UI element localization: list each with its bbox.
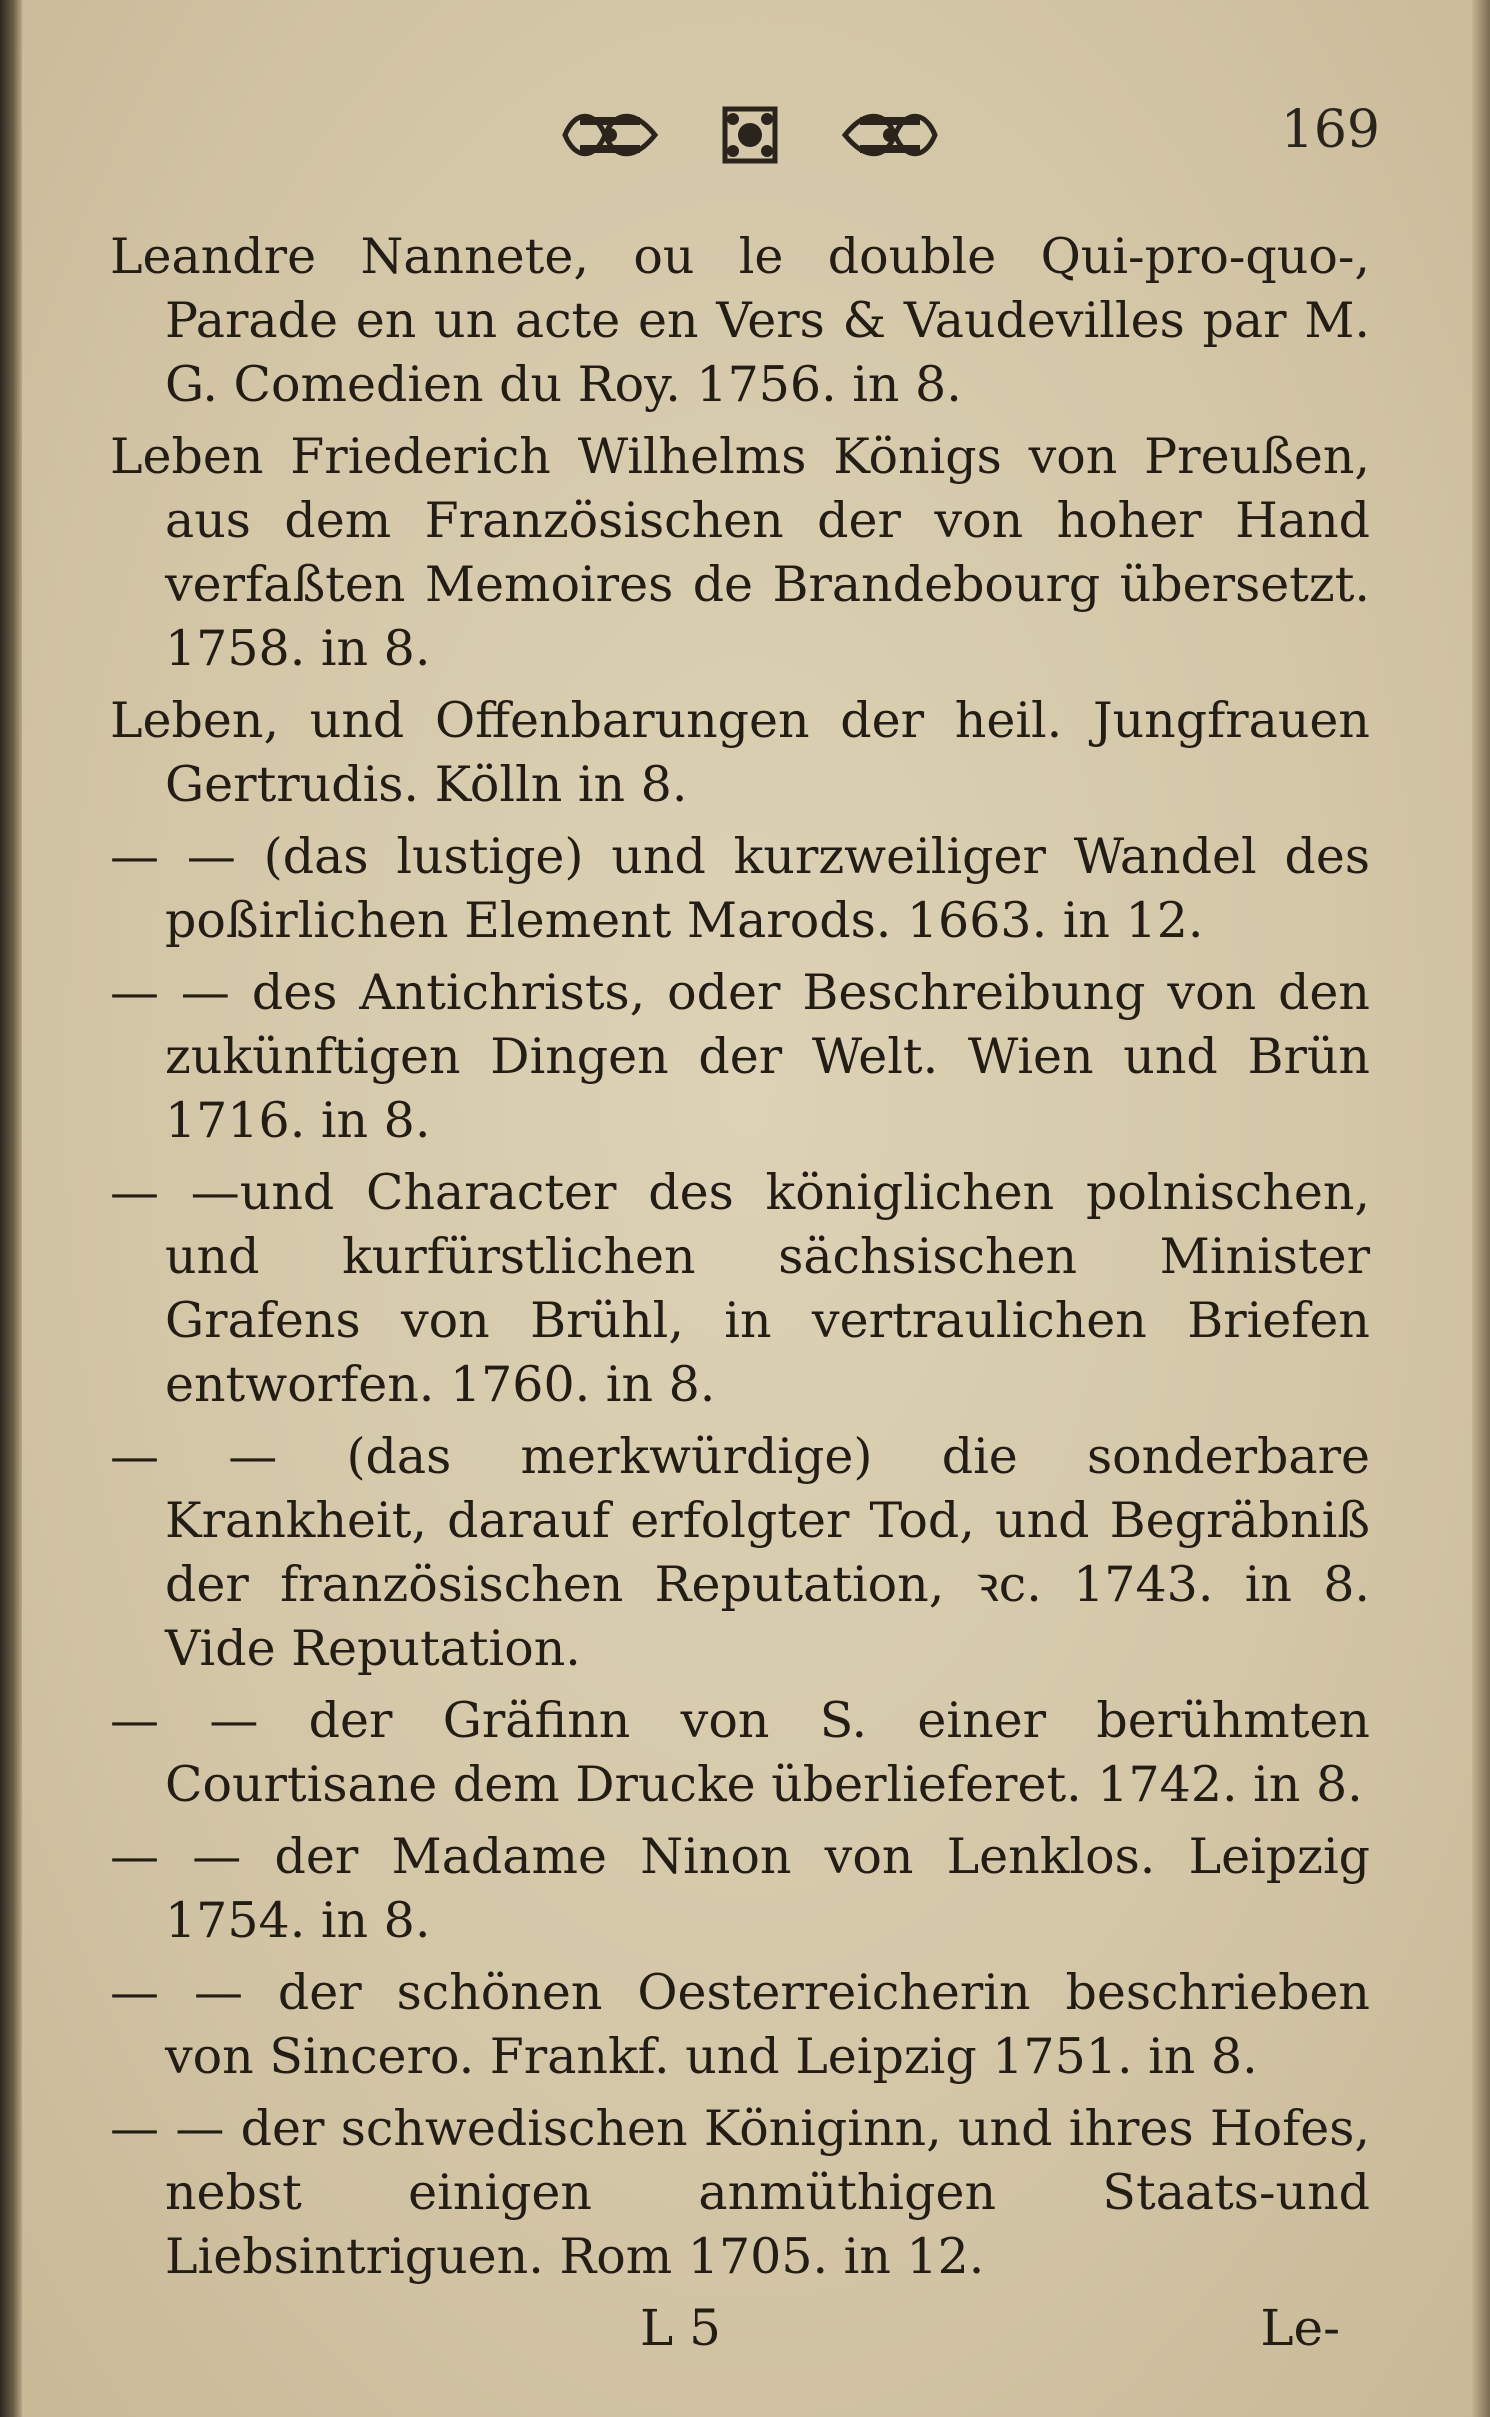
catalog-entry: — — der schwedischen Königinn, und ihres Hofes, nebst einigen anmüthigen Staats-und Liebsintriguen. Rom 1705. in 12. — [110, 2100, 1370, 2285]
catalog-entry: — — der Gräfinn von S. einer berühmten Courtisane dem Drucke überlieferet. 1742. in 8. — [110, 1692, 1370, 1813]
right-scroll-ornament-icon — [840, 105, 940, 165]
catalog-entry: — — (das lustige) und kurzweiliger Wandel des poßirlichen Element Marods. 1663. in 12. — [110, 828, 1370, 949]
catchword: Le- — [1260, 2299, 1340, 2357]
page-edge — [1472, 0, 1490, 2417]
left-scroll-ornament-icon — [560, 105, 660, 165]
catalog-entry: — — der schönen Oesterreicherin beschrieben von Sincero. Frankf. und Leipzig 1751. in 8. — [110, 1964, 1370, 2085]
page-number: 169 — [1280, 100, 1380, 160]
catalog-entry: — — der Madame Ninon von Lenklos. Leipzig 1754. in 8. — [110, 1828, 1370, 1949]
signature-mark: L 5 — [640, 2299, 721, 2357]
catalog-entry: — — (das merkwürdige) die sonderbare Krankheit, darauf erfolgter Tod, und Begräbniß der französischen Reputation, ꝛc. 1743. in 8. Vide Reputation. — [110, 1428, 1370, 1677]
catalog-entry: Leandre Nannete, ou le double Qui-pro-quo-, Parade en un acte en Vers & Vaudevilles par M. G. Comedien du Roy. 1756. in 8. — [110, 228, 1370, 413]
book-spine-shadow — [0, 0, 22, 2417]
catalog-entry: — — des Antichrists, oder Beschreibung von den zukünftigen Dingen der Welt. Wien und Brün 1716. in 8. — [110, 964, 1370, 1149]
catalog-entry: Leben Friederich Wilhelms Königs von Preußen, aus dem Französischen der von hoher Hand verfaßten Memoires de Brandebourg übersetzt. 1758. in 8. — [110, 428, 1370, 677]
center-flower-ornament-icon — [700, 105, 800, 165]
header-ornament — [560, 100, 940, 170]
catalog-entry: — —und Character des königlichen polnischen, und kurfürstlichen sächsischen Minister Grafens von Brühl, in vertraulichen Briefen entworfen. 1760. in 8. — [110, 1164, 1370, 1413]
catalog-entry: Leben, und Offenbarungen der heil. Jungfrauen Gertrudis. Kölln in 8. — [110, 692, 1370, 813]
catalog-entries — [110, 225, 1370, 2297]
